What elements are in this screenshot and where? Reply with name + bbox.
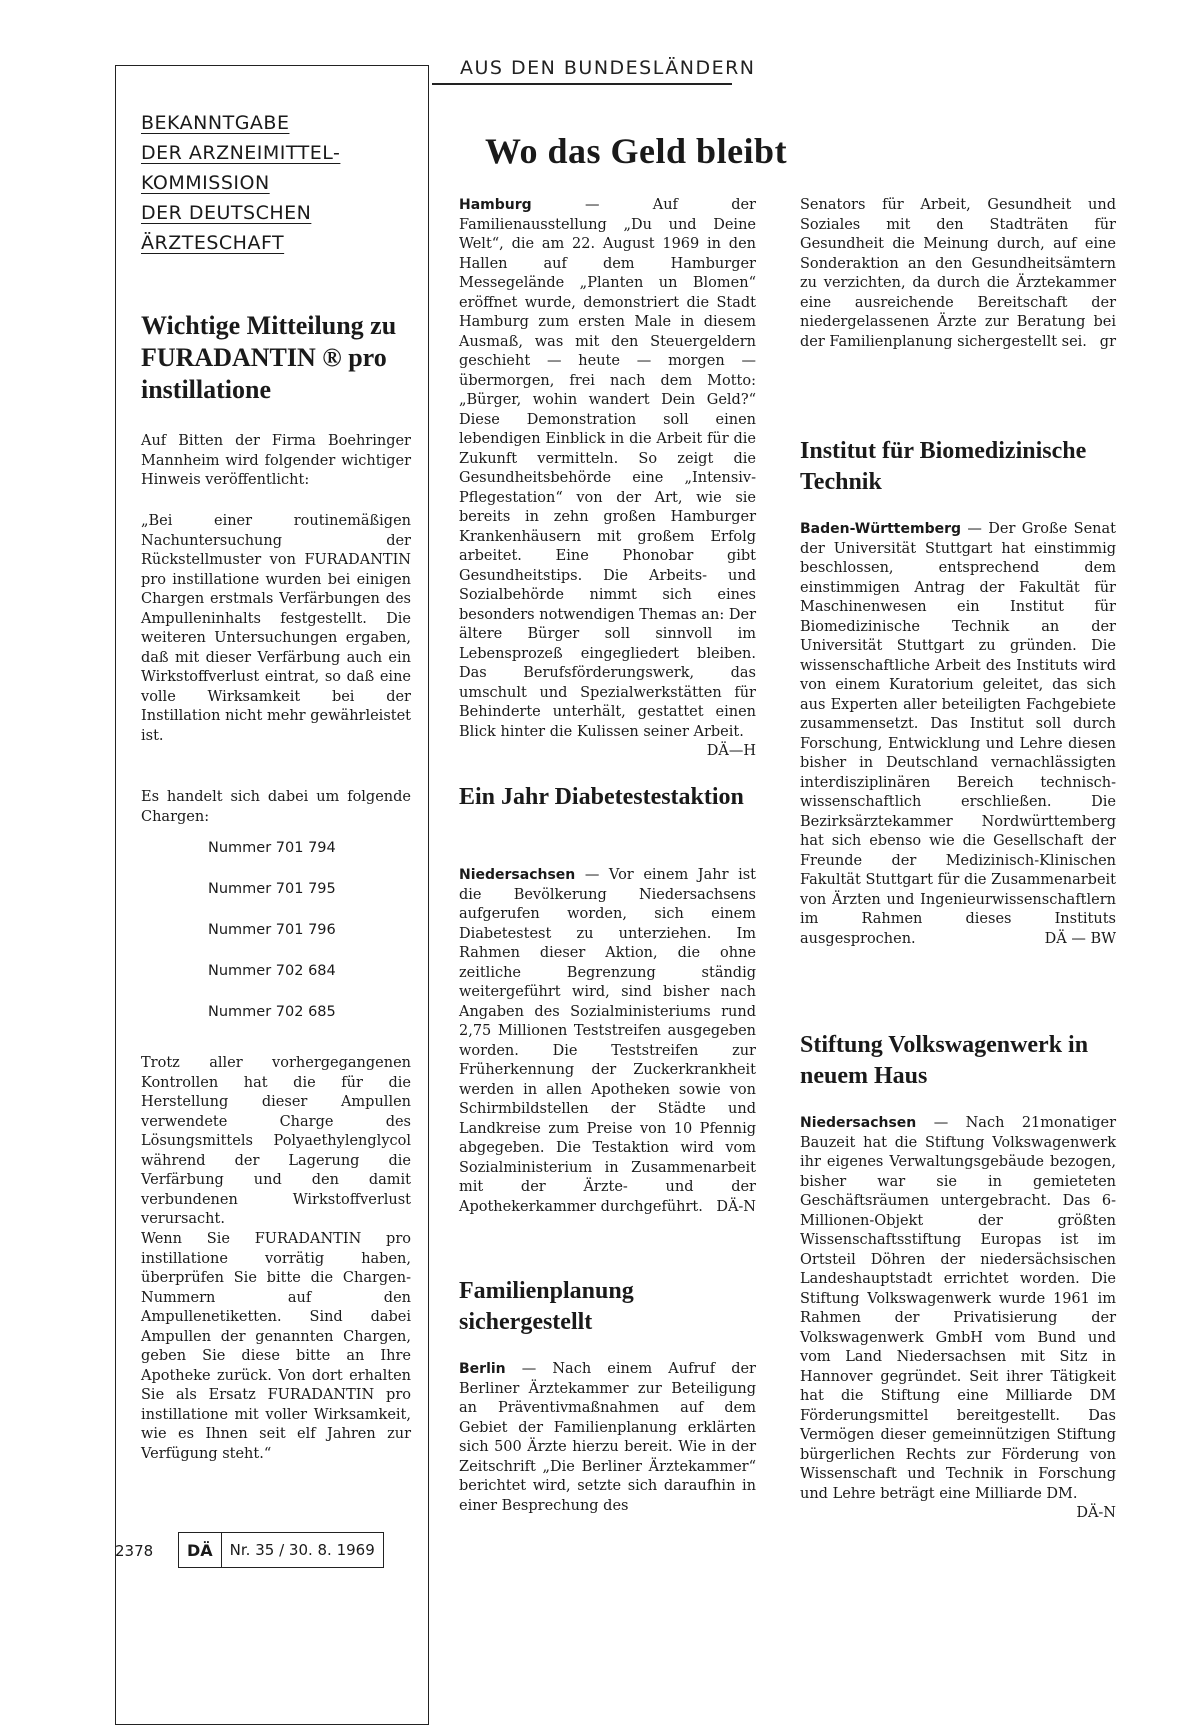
article-institut [800, 520, 1116, 949]
section-header: AUS DEN BUNDESLÄNDERN [460, 57, 756, 79]
article-title-institut: Institut für Biomedizinische Technik [800, 438, 1087, 495]
journal-logo: DÄ [179, 1533, 222, 1567]
charge-item: Nummer 701 794 [208, 840, 336, 856]
header-rule [432, 83, 732, 85]
article-signature: gr [1099, 333, 1116, 350]
article-signature: DÄ — BW [1044, 930, 1116, 947]
article-familie-continued [800, 196, 1116, 352]
notice-line: DER ARZNEIMITTEL- [141, 142, 341, 164]
article-dateline: Niedersachsen [800, 1115, 917, 1131]
article-title-familie: Familienplanung sichergestellt [459, 1278, 634, 1335]
notice-text-cause: Trotz aller vorhergegangenen Kontrollen hat die für die Herstellung dieser Ampullen verwendete Charge des Lösungsmittels Polyaethylenglycol während der Lagerung die Verfärbung und den damit verbundenen Wirkstoffverlust verursacht. [141, 1055, 411, 1227]
article-body: — Vor einem Jahr ist die Bevölkerung Niedersachsens aufgerufen worden, sich einem Diabetestest zu unterziehen. Im Rahmen dieser Aktion, die ohne zeitliche Begrenzung ständig weitergeführt wird, sind bisher nach Angaben des Sozialministeriums rund 2,75 Millionen Teststreifen ausgegeben worden. Die Teststreifen zur Früherkennung der Zuckerkrankheit werden in allen Apotheken sowie von Schirmbildstellen der Städte und Landkreise zum Preise von 10 Pfennig abgegeben. Die Testaktion wird vom Sozialministerium in Zusammenarbeit mit der Ärzte- und der Apothekerkammer durchgeführt. [459, 867, 756, 1215]
notice-line: BEKANNTGABE [141, 112, 290, 134]
notice-quote: „Bei einer routinemäßigen Nachuntersuchung der Rückstellmuster von FURADANTIN pro instillatione wurden bei einigen Chargen erstmals Verfärbungen des Ampulleninhalts festgestellt. Die weiteren Untersuchungen ergaben, daß mit dieser Verfärbung auch ein Wirkstoffverlust eintrat, so daß eine volle Wirksamkeit bei der Instillation nicht mehr gewährleistet ist. [141, 513, 411, 744]
article-diabetes [459, 866, 756, 1217]
article-body: — Der Große Senat der Universität Stuttgart hat einstimmig beschlossen, entsprechend dem einstimmigen Antrag der Fakultät für Maschinenwesen ein Institut für Biomedizinische Technik an der Universität Stuttgart zu gründen. Die wissenschaftliche Arbeit des Instituts wird von einem Kuratorium geleitet, das sich aus Experten aller beteiligten Fachgebiete zusammensetzt. Das Institut soll durch Forschung, Entwicklung und Lehre diesen bisher in Deutschland vernachlässigten interdisziplinären Bereich technisch-wissenschaftlich erschließen. Die Bezirksärztekammer Nordwürttemberg hat sich ebenso wie die Gesellschaft der Freunde der Medizinisch-Klinischen Fakultät Stuttgart für die Zusammenarbeit von Ärzten und Ingenieurwissenschaftlern im Rahmen dieses Instituts ausgesprochen. [800, 521, 1116, 947]
article-body: — Nach einem Aufruf der Berliner Ärztekammer zur Beteiligung an Präventivmaßnahmen auf dem Gebiet der Familienplanung erklärten sich 500 Ärzte hierzu bereit. Wie in der Zeitschrift „Die Berliner Ärztekammer“ berichtet wird, setzte sich daraufhin in einer Besprechung des [459, 1361, 756, 1514]
article-dateline: Berlin [459, 1361, 506, 1377]
article-title-diabetes: Ein Jahr Diabetestestaktion [459, 784, 744, 810]
article-signature: DÄ-N [716, 1198, 756, 1215]
article-title-stiftung: Stiftung Volkswagenwerk in neuem Haus [800, 1032, 1089, 1089]
main-headline: Wo das Geld bleibt [485, 131, 788, 171]
notice-intro: Auf Bitten der Firma Boehringer Mannheim wird folgender wichtiger Hinweis veröffentlicht: [141, 433, 411, 488]
notice-line: ÄRZTESCHAFT [141, 232, 285, 254]
article-stiftung [800, 1114, 1116, 1524]
article-geld [459, 196, 756, 762]
page-number: 2378 [115, 1542, 154, 1560]
notice-heading [141, 108, 340, 258]
notice-text-return: Wenn Sie FURADANTIN pro instillatione vorrätig haben, überprüfen Sie bitte die Chargen-Nummern auf den Ampullenetiketten. Sind dabei Ampullen der genannten Chargen, geben Sie diese bitte an Ihre Apotheke zurück. Von dort erhalten Sie als Ersatz FURADANTIN pro instillatione mit voller Wirksamkeit, wie es Ihnen seit elf Jahren zur Verfügung steht.“ [141, 1231, 411, 1462]
charge-item: Nummer 701 796 [208, 922, 336, 938]
article-dateline: Niedersachsen [459, 867, 576, 883]
charge-item: Nummer 702 685 [208, 1004, 336, 1020]
notice-line: KOMMISSION [141, 172, 270, 194]
article-body: Senators für Arbeit, Gesundheit und Soziales mit den Stadträten für Gesundheit die Meinung durch, auf eine Sonderaktion an den Gesundheitsämtern zu verzichten, da durch die Ärztekammer eine ausreichende Bereitschaft der niedergelassenen Ärzte zur Beratung bei der Familienplanung sichergestellt sei. [800, 197, 1116, 350]
charges-intro: Es handelt sich dabei um folgende Chargen: [141, 789, 411, 825]
article-familie [459, 1360, 756, 1516]
notice-line: DER DEUTSCHEN [141, 202, 312, 224]
article-dateline: Hamburg [459, 197, 532, 213]
charges-list [208, 840, 408, 1045]
notice-title: Wichtige Mitteilung zu FURADANTIN ® pro instillatione [141, 311, 397, 404]
issue-date: Nr. 35 / 30. 8. 1969 [229, 1541, 375, 1559]
charge-item: Nummer 702 684 [208, 963, 336, 979]
article-body: — Nach 21monatiger Bauzeit hat die Stiftung Volkswagenwerk ihr eigenes Verwaltungsgebäude bezogen, bisher war sie in gemieteten Geschäftsräumen untergebracht. Das 6-Millionen-Objekt der größten Wissenschaftsstiftung Europas ist im Ortsteil Döhren der niedersächsischen Landeshauptstadt errichtet worden. Die Stiftung Volkswagenwerk wurde 1961 im Rahmen der Privatisierung der Volkswagenwerk GmbH vom Bund und vom Land Niedersachsen mit Sitz in Hannover gegründet. Seit ihrer Tätigkeit hat die Stiftung eine Milliarde DM Förderungsmittel bereitgestellt. Das Vermögen dieser gemeinnützigen Stiftung bürgerlichen Rechts zur Förderung von Wissenschaft und Technik in Forschung und Lehre beträgt eine Milliarde DM. [800, 1115, 1116, 1502]
footer-issue-box [178, 1532, 384, 1568]
charge-item: Nummer 701 795 [208, 881, 336, 897]
article-body: — Auf der Familienausstellung „Du und Deine Welt“, die am 22. August 1969 in den Hallen auf dem Hamburger Messegelände „Planten un Blomen“ eröffnet wurde, demonstriert die Stadt Hamburg zum ersten Male in diesem Ausmaß, was mit den Steuergeldern geschieht — heute — morgen — übermorgen, frei nach dem Motto: „Bürger, wohin wandert Dein Geld?“ Diese Demonstration soll einen lebendigen Einblick in die Arbeit für die Zukunft vermitteln. So zeigt die Gesundheitsbehörde eine „Intensiv-Pflegestation“ von der Art, wie sie bereits in zehn großen Hamburger Krankenhäusern mit großem Erfolg arbeitet. Eine Phonobar gibt Gesundheitstips. Die Arbeits- und Sozialbehörde nimmt sich eines besonders notwendigen Themas an: Der ältere Bürger soll sinnvoll im Lebensprozeß eingegliedert bleiben. Das Berufsförderungswerk, das umschult und Spezialwerkstätten für Behinderte unterhält, gestattet einen Blick hinter die Kulissen seiner Arbeit. [459, 197, 756, 740]
article-dateline: Baden-Württemberg [800, 521, 962, 537]
article-signature: DÄ-N [1076, 1505, 1116, 1521]
article-signature: DÄ—H [706, 743, 756, 759]
